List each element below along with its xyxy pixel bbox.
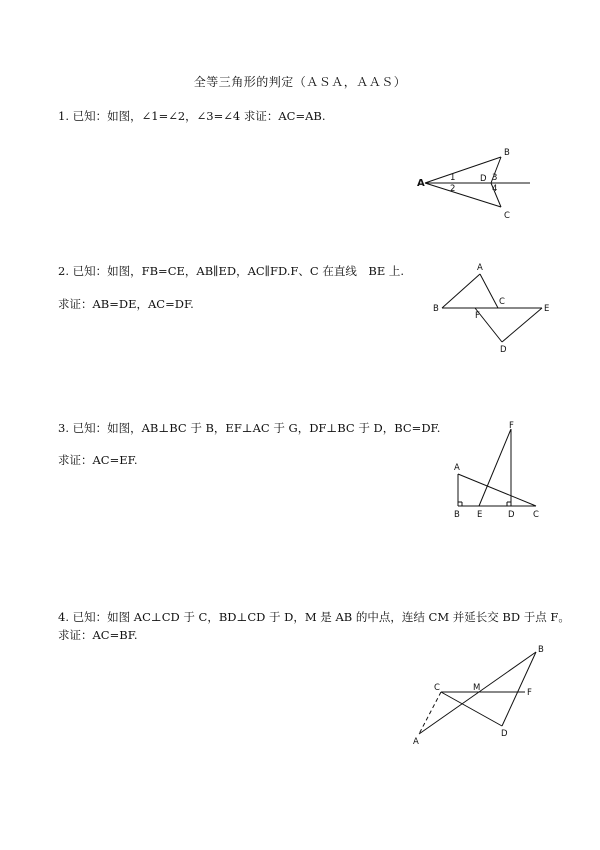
- label-a: A: [417, 178, 425, 189]
- problem-3-given: 3. 已知：如图，AB⊥BC 于 B，EF⊥AC 于 G，DF⊥BC 于 D，BC=DF.: [58, 421, 441, 435]
- problem-3-prove: 求证：AC=EF.: [58, 453, 138, 467]
- segment-ab: [425, 157, 501, 183]
- label-f: F: [527, 688, 532, 698]
- label-f: F: [475, 311, 480, 321]
- label-e: E: [477, 510, 483, 520]
- label-angle-2: 2: [450, 184, 456, 194]
- segment-ab: [442, 274, 480, 308]
- label-b: B: [504, 148, 510, 158]
- problem-4-prove: 求证：AC=BF.: [58, 628, 138, 642]
- label-angle-3: 3: [492, 173, 498, 183]
- label-d: D: [500, 345, 507, 355]
- label-d: D: [501, 729, 508, 739]
- segment-ac: [480, 274, 498, 308]
- page-title: 全等三角形的判定（ＡＳＡ，ＡＡＳ）: [193, 75, 407, 89]
- segment-ca: [419, 692, 441, 734]
- label-a: A: [477, 263, 483, 273]
- label-d: D: [508, 510, 515, 520]
- label-b: B: [538, 645, 544, 655]
- problem-3-figure: [445, 420, 555, 525]
- label-c: C: [434, 683, 440, 693]
- segment-ef: [479, 429, 511, 506]
- problem-1-figure: [400, 140, 540, 225]
- problem-2-prove: 求证：AB=DE，AC=DF.: [58, 297, 194, 311]
- label-c: C: [533, 510, 539, 520]
- label-d: D: [480, 174, 487, 184]
- segment-ab: [419, 652, 536, 734]
- label-angle-4: 4: [492, 184, 498, 194]
- segment-de: [502, 308, 542, 342]
- label-b: B: [433, 304, 439, 314]
- problem-1-given: 1. 已知：如图，∠1=∠2，∠3=∠4 求证：AC=AB.: [58, 109, 326, 123]
- label-f: F: [509, 421, 514, 431]
- label-m: M: [473, 683, 481, 693]
- label-b: B: [454, 510, 460, 520]
- label-c: C: [499, 297, 505, 307]
- segment-ac: [425, 183, 501, 207]
- label-a: A: [454, 463, 460, 473]
- problem-2-given: 2. 已知：如图，FB=CE，AB∥ED，AC∥FD.F、C 在直线 BE 上.: [58, 264, 405, 278]
- label-e: E: [544, 304, 550, 314]
- problem-4-given: 4. 已知：如图 AC⊥CD 于 C，BD⊥CD 于 D，M 是 AB 的中点，连结 CM 并延长交 BD 于点 F。: [58, 610, 570, 624]
- label-a: A: [413, 737, 419, 747]
- label-angle-1: 1: [450, 173, 456, 183]
- label-c: C: [504, 211, 510, 221]
- segment-ac: [458, 474, 536, 506]
- problem-2-figure: [430, 260, 560, 355]
- problem-4-figure: [405, 640, 555, 750]
